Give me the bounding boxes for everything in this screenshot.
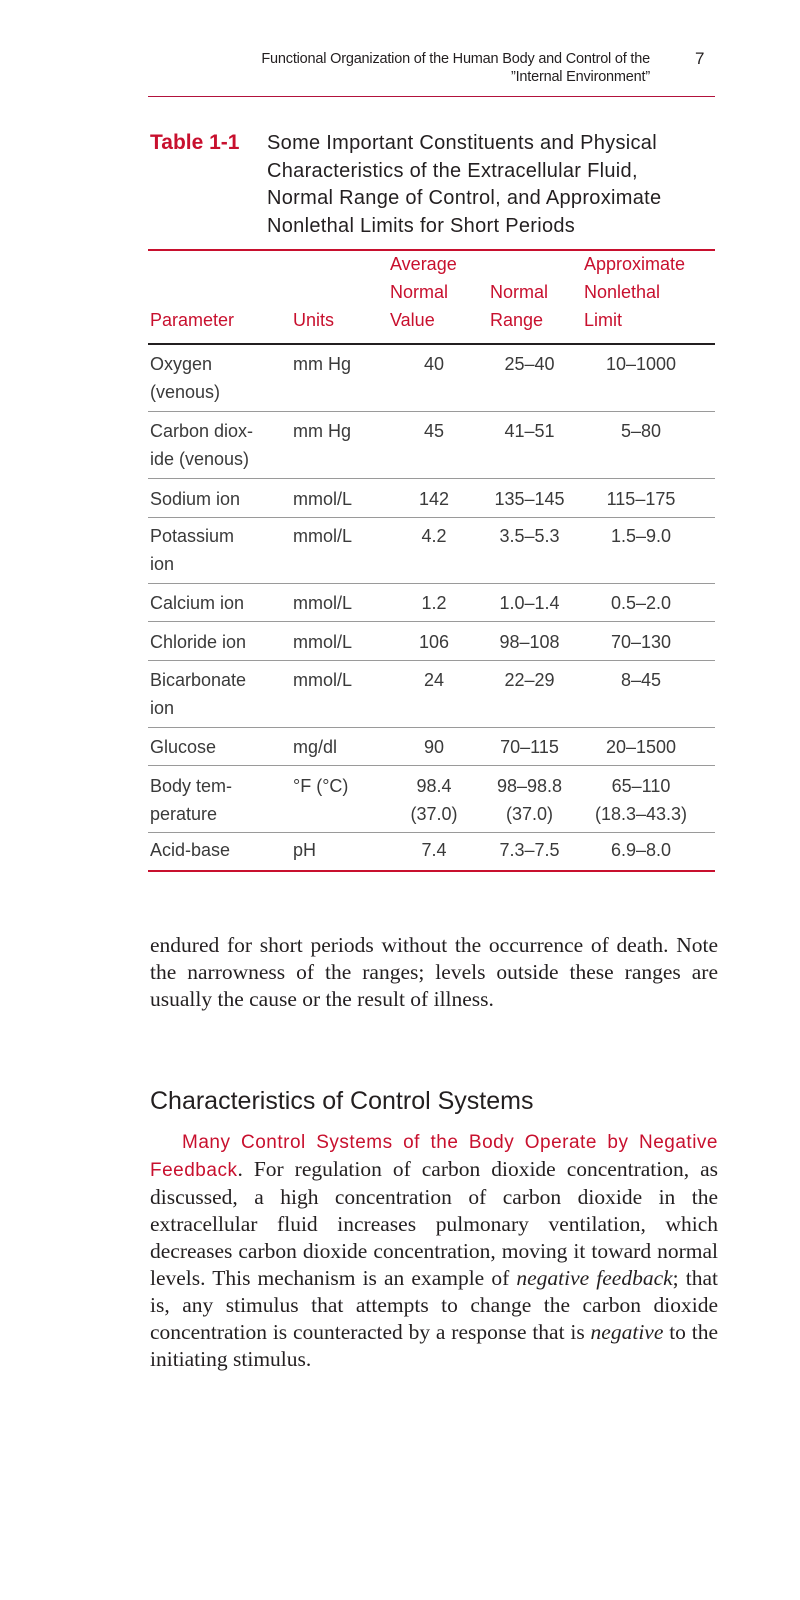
cell-parameter: [150, 772, 290, 828]
cell-line: ide (venous): [150, 449, 250, 469]
cell-average: 40: [423, 354, 445, 374]
cell-average: 142: [418, 489, 450, 509]
cell-line: perature: [150, 804, 218, 824]
header-normal-range: [490, 278, 548, 334]
cell-line: Bicarbonate: [150, 670, 247, 690]
row-divider: [148, 765, 715, 766]
cell-average: 90: [423, 737, 445, 757]
cell-range: [482, 772, 577, 828]
cell-line: (37.0): [505, 804, 554, 824]
row-divider: [148, 660, 715, 661]
header-line: Range: [490, 310, 544, 330]
header-divider: [148, 96, 715, 97]
cell-parameter: Acid-base: [150, 840, 231, 860]
cell-parameter: [150, 350, 290, 406]
header-line: Limit: [584, 310, 623, 330]
cell-parameter: Glucose: [150, 737, 217, 757]
cell-parameter: Sodium ion: [150, 489, 241, 509]
cell-line: Oxygen: [150, 354, 213, 374]
cell-average: [390, 772, 478, 828]
cell-line: ion: [150, 554, 175, 574]
cell-limit: 10–1000: [605, 354, 677, 374]
body-paragraph: endured for short periods without the occurrence of death. Note the narrowness of the ranges; levels outside these ranges are usually the cause or the result of illness.: [150, 933, 718, 1011]
cell-range: 70–115: [500, 737, 559, 757]
cell-line: Potassium: [150, 526, 235, 546]
cell-average: 1.2: [421, 593, 447, 613]
body-paragraph-feedback: [150, 1128, 718, 1373]
cell-limit: [580, 772, 702, 828]
running-head-line-1: Functional Organization of the Human Body and Control of the: [261, 51, 650, 67]
row-divider: [148, 727, 715, 728]
cell-parameter: [150, 522, 290, 578]
section-heading: Characteristics of Control Systems: [150, 1087, 534, 1115]
cell-line: (18.3–43.3): [594, 804, 688, 824]
table-bottom-rule: [148, 870, 715, 872]
row-divider: [148, 411, 715, 412]
cell-limit: 115–175: [606, 489, 676, 509]
caption-line: Nonlethal Limits for Short Periods: [267, 214, 576, 237]
cell-line: 98.4: [416, 776, 452, 796]
cell-limit: 20–1500: [605, 737, 677, 757]
cell-line: (37.0): [410, 804, 458, 824]
cell-units: °F (°C): [293, 776, 349, 796]
row-divider: [148, 832, 715, 833]
cell-parameter: [150, 666, 290, 722]
cell-units: mmol/L: [293, 670, 353, 690]
header-line: Value: [390, 310, 435, 330]
cell-average: 24: [423, 670, 445, 690]
running-head-line-2: ”Internal Environment”: [510, 69, 650, 85]
paragraph-text: ; that is, any stimulus that attempts to change the carbon dioxide concentration is counteracted by a response that is: [150, 1266, 718, 1344]
table-label: Table 1-1: [150, 131, 240, 154]
cell-range: 1.0–1.4: [499, 593, 560, 613]
header-average-normal-value: [390, 250, 457, 334]
paragraph-text: to the initiating stimulus.: [150, 1320, 718, 1371]
cell-parameter: [150, 417, 290, 473]
cell-range: 7.3–7.5: [499, 840, 560, 860]
cell-units: mmol/L: [293, 593, 353, 613]
emphasis-text: negative feedback: [516, 1266, 673, 1290]
cell-line: 65–110: [611, 776, 671, 796]
header-line: Approximate: [584, 254, 686, 274]
cell-line: 98–98.8: [496, 776, 563, 796]
cell-range: 41–51: [504, 421, 555, 441]
cell-units: mmol/L: [293, 526, 353, 546]
caption-line: Some Important Constituents and Physical: [267, 132, 657, 154]
caption-line: Normal Range of Control, and Approximate: [267, 187, 662, 209]
cell-range: 25–40: [504, 354, 555, 374]
cell-parameter: Chloride ion: [150, 632, 247, 652]
header-line: Average: [390, 254, 457, 274]
cell-range: 135–145: [494, 489, 565, 509]
row-divider: [148, 478, 715, 479]
header-units: Units: [293, 310, 335, 330]
cell-line: ion: [150, 698, 175, 718]
header-line: Nonlethal: [584, 282, 661, 302]
cell-line: (venous): [150, 382, 221, 402]
cell-parameter: Calcium ion: [150, 593, 245, 613]
cell-average: 106: [418, 632, 450, 652]
paragraph-text: . For regulation of carbon dioxide concentration, as discussed, a high concentration of carbon dioxide in the extracellular fluid increases pulmonary ventilation, which decreases carbon dioxide concentration, moving it toward normal levels. This mechanism is an example of: [150, 1157, 718, 1290]
cell-average: 7.4: [421, 840, 447, 860]
run-in-heading: Many Control Systems of the Body Operate by Negative Feedback: [150, 1132, 718, 1181]
cell-range: 22–29: [504, 670, 555, 690]
header-parameter: Parameter: [150, 310, 235, 330]
header-nonlethal-limit: [584, 250, 685, 334]
row-divider: [148, 517, 715, 518]
row-divider: [148, 583, 715, 584]
page-number: 7: [695, 49, 705, 68]
emphasis-text: negative: [590, 1320, 664, 1344]
cell-limit: 5–80: [620, 421, 662, 441]
header-line: Normal: [490, 282, 549, 302]
running-head: [150, 50, 650, 86]
cell-limit: 0.5–2.0: [610, 593, 672, 613]
cell-average: 4.2: [421, 526, 447, 546]
cell-units: mm Hg: [293, 421, 351, 441]
cell-units: mm Hg: [293, 354, 351, 374]
cell-units: mmol/L: [293, 489, 353, 509]
cell-units: mg/dl: [293, 737, 338, 757]
caption-line: Characteristics of the Extracellular Fluid,: [267, 159, 638, 182]
cell-range: 98–108: [499, 632, 560, 652]
cell-average: 45: [423, 421, 445, 441]
cell-limit: 8–45: [620, 670, 662, 690]
table-caption: [267, 130, 717, 240]
cell-limit: 6.9–8.0: [610, 840, 672, 860]
cell-line: Body tem-: [150, 776, 233, 796]
cell-limit: 70–130: [610, 632, 672, 652]
row-divider: [148, 621, 715, 622]
cell-units: mmol/L: [293, 632, 353, 652]
header-line: Normal: [390, 282, 449, 302]
cell-units: pH: [293, 840, 317, 860]
table-header-rule: [148, 343, 715, 345]
cell-limit: 1.5–9.0: [610, 526, 672, 546]
cell-line: Carbon diox-: [150, 421, 254, 441]
cell-range: 3.5–5.3: [499, 526, 560, 546]
